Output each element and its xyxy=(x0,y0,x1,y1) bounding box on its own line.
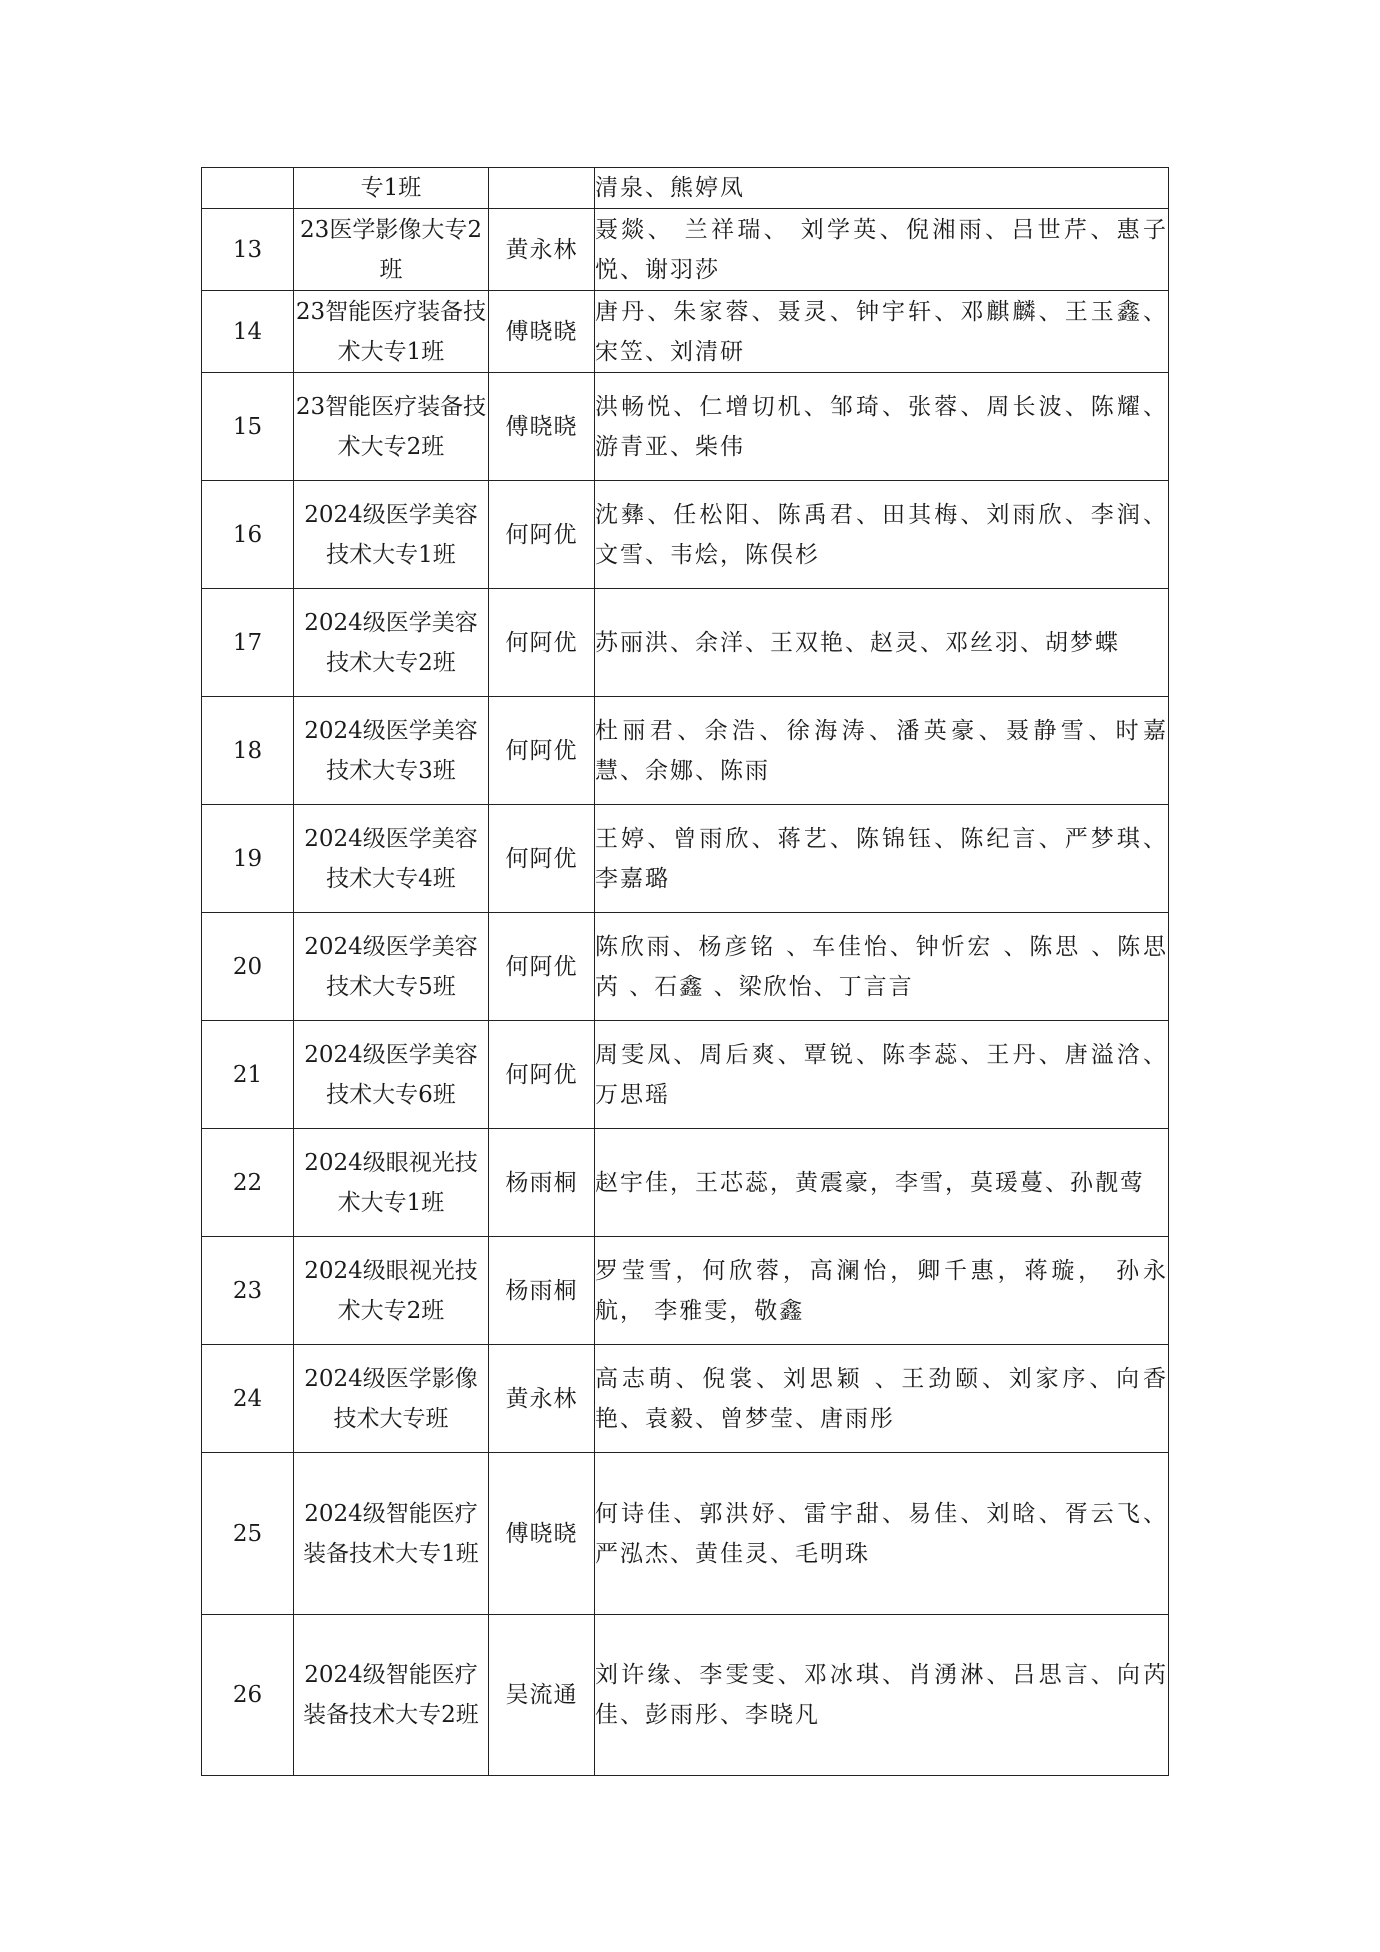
member-list: 王婷、曾雨欣、蒋艺、陈锦钰、陈纪言、严梦琪、李嘉璐 xyxy=(595,805,1169,913)
advisor-name: 傅晓晓 xyxy=(489,291,595,373)
class-name: 2024级智能医疗装备技术大专1班 xyxy=(294,1453,489,1615)
member-list: 唐丹、朱家蓉、聂灵、钟宇轩、邓麒麟、王玉鑫、宋笠、刘清研 xyxy=(595,291,1169,373)
member-list: 罗莹雪，何欣蓉，高澜怡，卿千惠，蒋璇， 孙永航， 李雅雯，敬鑫 xyxy=(595,1237,1169,1345)
advisor-name: 何阿优 xyxy=(489,913,595,1021)
advisor-name: 傅晓晓 xyxy=(489,373,595,481)
class-name: 23智能医疗装备技术大专2班 xyxy=(294,373,489,481)
advisor-name: 杨雨桐 xyxy=(489,1129,595,1237)
row-number: 26 xyxy=(202,1615,294,1776)
row-number: 14 xyxy=(202,291,294,373)
table-row xyxy=(202,1453,1169,1615)
advisor-name: 黄永林 xyxy=(489,1345,595,1453)
table-row xyxy=(202,1615,1169,1776)
advisor-name: 何阿优 xyxy=(489,589,595,697)
table-row xyxy=(202,1237,1169,1345)
class-name: 2024级医学美容技术大专2班 xyxy=(294,589,489,697)
advisor-name: 何阿优 xyxy=(489,805,595,913)
advisor-name: 杨雨桐 xyxy=(489,1237,595,1345)
row-number: 24 xyxy=(202,1345,294,1453)
row-number: 20 xyxy=(202,913,294,1021)
class-name: 2024级医学美容技术大专6班 xyxy=(294,1021,489,1129)
advisor-name xyxy=(489,168,595,209)
row-number: 23 xyxy=(202,1237,294,1345)
member-list: 赵宇佳，王芯蕊，黄震豪，李雪，莫瑗蔓、孙靓莺 xyxy=(595,1129,1169,1237)
member-list: 杜丽君、余浩、徐海涛、潘英豪、聂静雪、时嘉慧、余娜、陈雨 xyxy=(595,697,1169,805)
table-row xyxy=(202,589,1169,697)
member-list: 何诗佳、郭洪妤、雷宇甜、易佳、刘晗、胥云飞、严泓杰、黄佳灵、毛明珠 xyxy=(595,1453,1169,1615)
advisor-name: 黄永林 xyxy=(489,209,595,291)
member-list: 洪畅悦、仁增切机、邹琦、张蓉、周长波、陈耀、游青亚、柴伟 xyxy=(595,373,1169,481)
class-name: 2024级医学美容技术大专4班 xyxy=(294,805,489,913)
table-row xyxy=(202,1345,1169,1453)
table-row xyxy=(202,168,1169,209)
row-number: 17 xyxy=(202,589,294,697)
table-row xyxy=(202,805,1169,913)
row-number: 21 xyxy=(202,1021,294,1129)
advisor-name: 何阿优 xyxy=(489,697,595,805)
class-name: 2024级眼视光技术大专1班 xyxy=(294,1129,489,1237)
class-roster-table xyxy=(201,167,1169,1776)
row-number xyxy=(202,168,294,209)
table-row xyxy=(202,697,1169,805)
member-list: 刘许缘、李雯雯、邓冰琪、肖湧淋、吕思言、向芮佳、彭雨彤、李晓凡 xyxy=(595,1615,1169,1776)
advisor-name: 吴流通 xyxy=(489,1615,595,1776)
row-number: 16 xyxy=(202,481,294,589)
member-list: 高志萌、倪裳、刘思颖 、王劲颐、刘家序、向香艳、袁毅、曾梦莹、唐雨彤 xyxy=(595,1345,1169,1453)
advisor-name: 傅晓晓 xyxy=(489,1453,595,1615)
class-name: 2024级医学美容技术大专3班 xyxy=(294,697,489,805)
table-row xyxy=(202,913,1169,1021)
table-row xyxy=(202,209,1169,291)
member-list: 苏丽洪、余洋、王双艳、赵灵、邓丝羽、胡梦蝶 xyxy=(595,589,1169,697)
table-row xyxy=(202,291,1169,373)
member-list: 陈欣雨、杨彦铭 、车佳怡、钟忻宏 、陈思 、陈思芮 、石鑫 、梁欣怡、丁言言 xyxy=(595,913,1169,1021)
class-name: 2024级智能医疗装备技术大专2班 xyxy=(294,1615,489,1776)
row-number: 25 xyxy=(202,1453,294,1615)
class-name: 专1班 xyxy=(294,168,489,209)
row-number: 22 xyxy=(202,1129,294,1237)
class-name: 2024级眼视光技术大专2班 xyxy=(294,1237,489,1345)
member-list: 沈彝、任松阳、陈禹君、田其梅、刘雨欣、李润、文雪、韦烩，陈俣杉 xyxy=(595,481,1169,589)
table-row xyxy=(202,1129,1169,1237)
table-row xyxy=(202,1021,1169,1129)
advisor-name: 何阿优 xyxy=(489,1021,595,1129)
row-number: 18 xyxy=(202,697,294,805)
table-row xyxy=(202,481,1169,589)
class-name: 23智能医疗装备技术大专1班 xyxy=(294,291,489,373)
row-number: 13 xyxy=(202,209,294,291)
table-row xyxy=(202,373,1169,481)
row-number: 15 xyxy=(202,373,294,481)
class-name: 2024级医学美容技术大专5班 xyxy=(294,913,489,1021)
class-name: 23医学影像大专2班 xyxy=(294,209,489,291)
row-number: 19 xyxy=(202,805,294,913)
member-list: 聂燚、 兰祥瑞、 刘学英、倪湘雨、吕世芹、惠子悦、谢羽莎 xyxy=(595,209,1169,291)
class-name: 2024级医学影像技术大专班 xyxy=(294,1345,489,1453)
advisor-name: 何阿优 xyxy=(489,481,595,589)
member-list: 周雯凤、周后爽、覃锐、陈李蕊、王丹、唐溢浛、万思瑶 xyxy=(595,1021,1169,1129)
class-name: 2024级医学美容技术大专1班 xyxy=(294,481,489,589)
member-list: 清泉、熊婷凤 xyxy=(595,168,1169,209)
